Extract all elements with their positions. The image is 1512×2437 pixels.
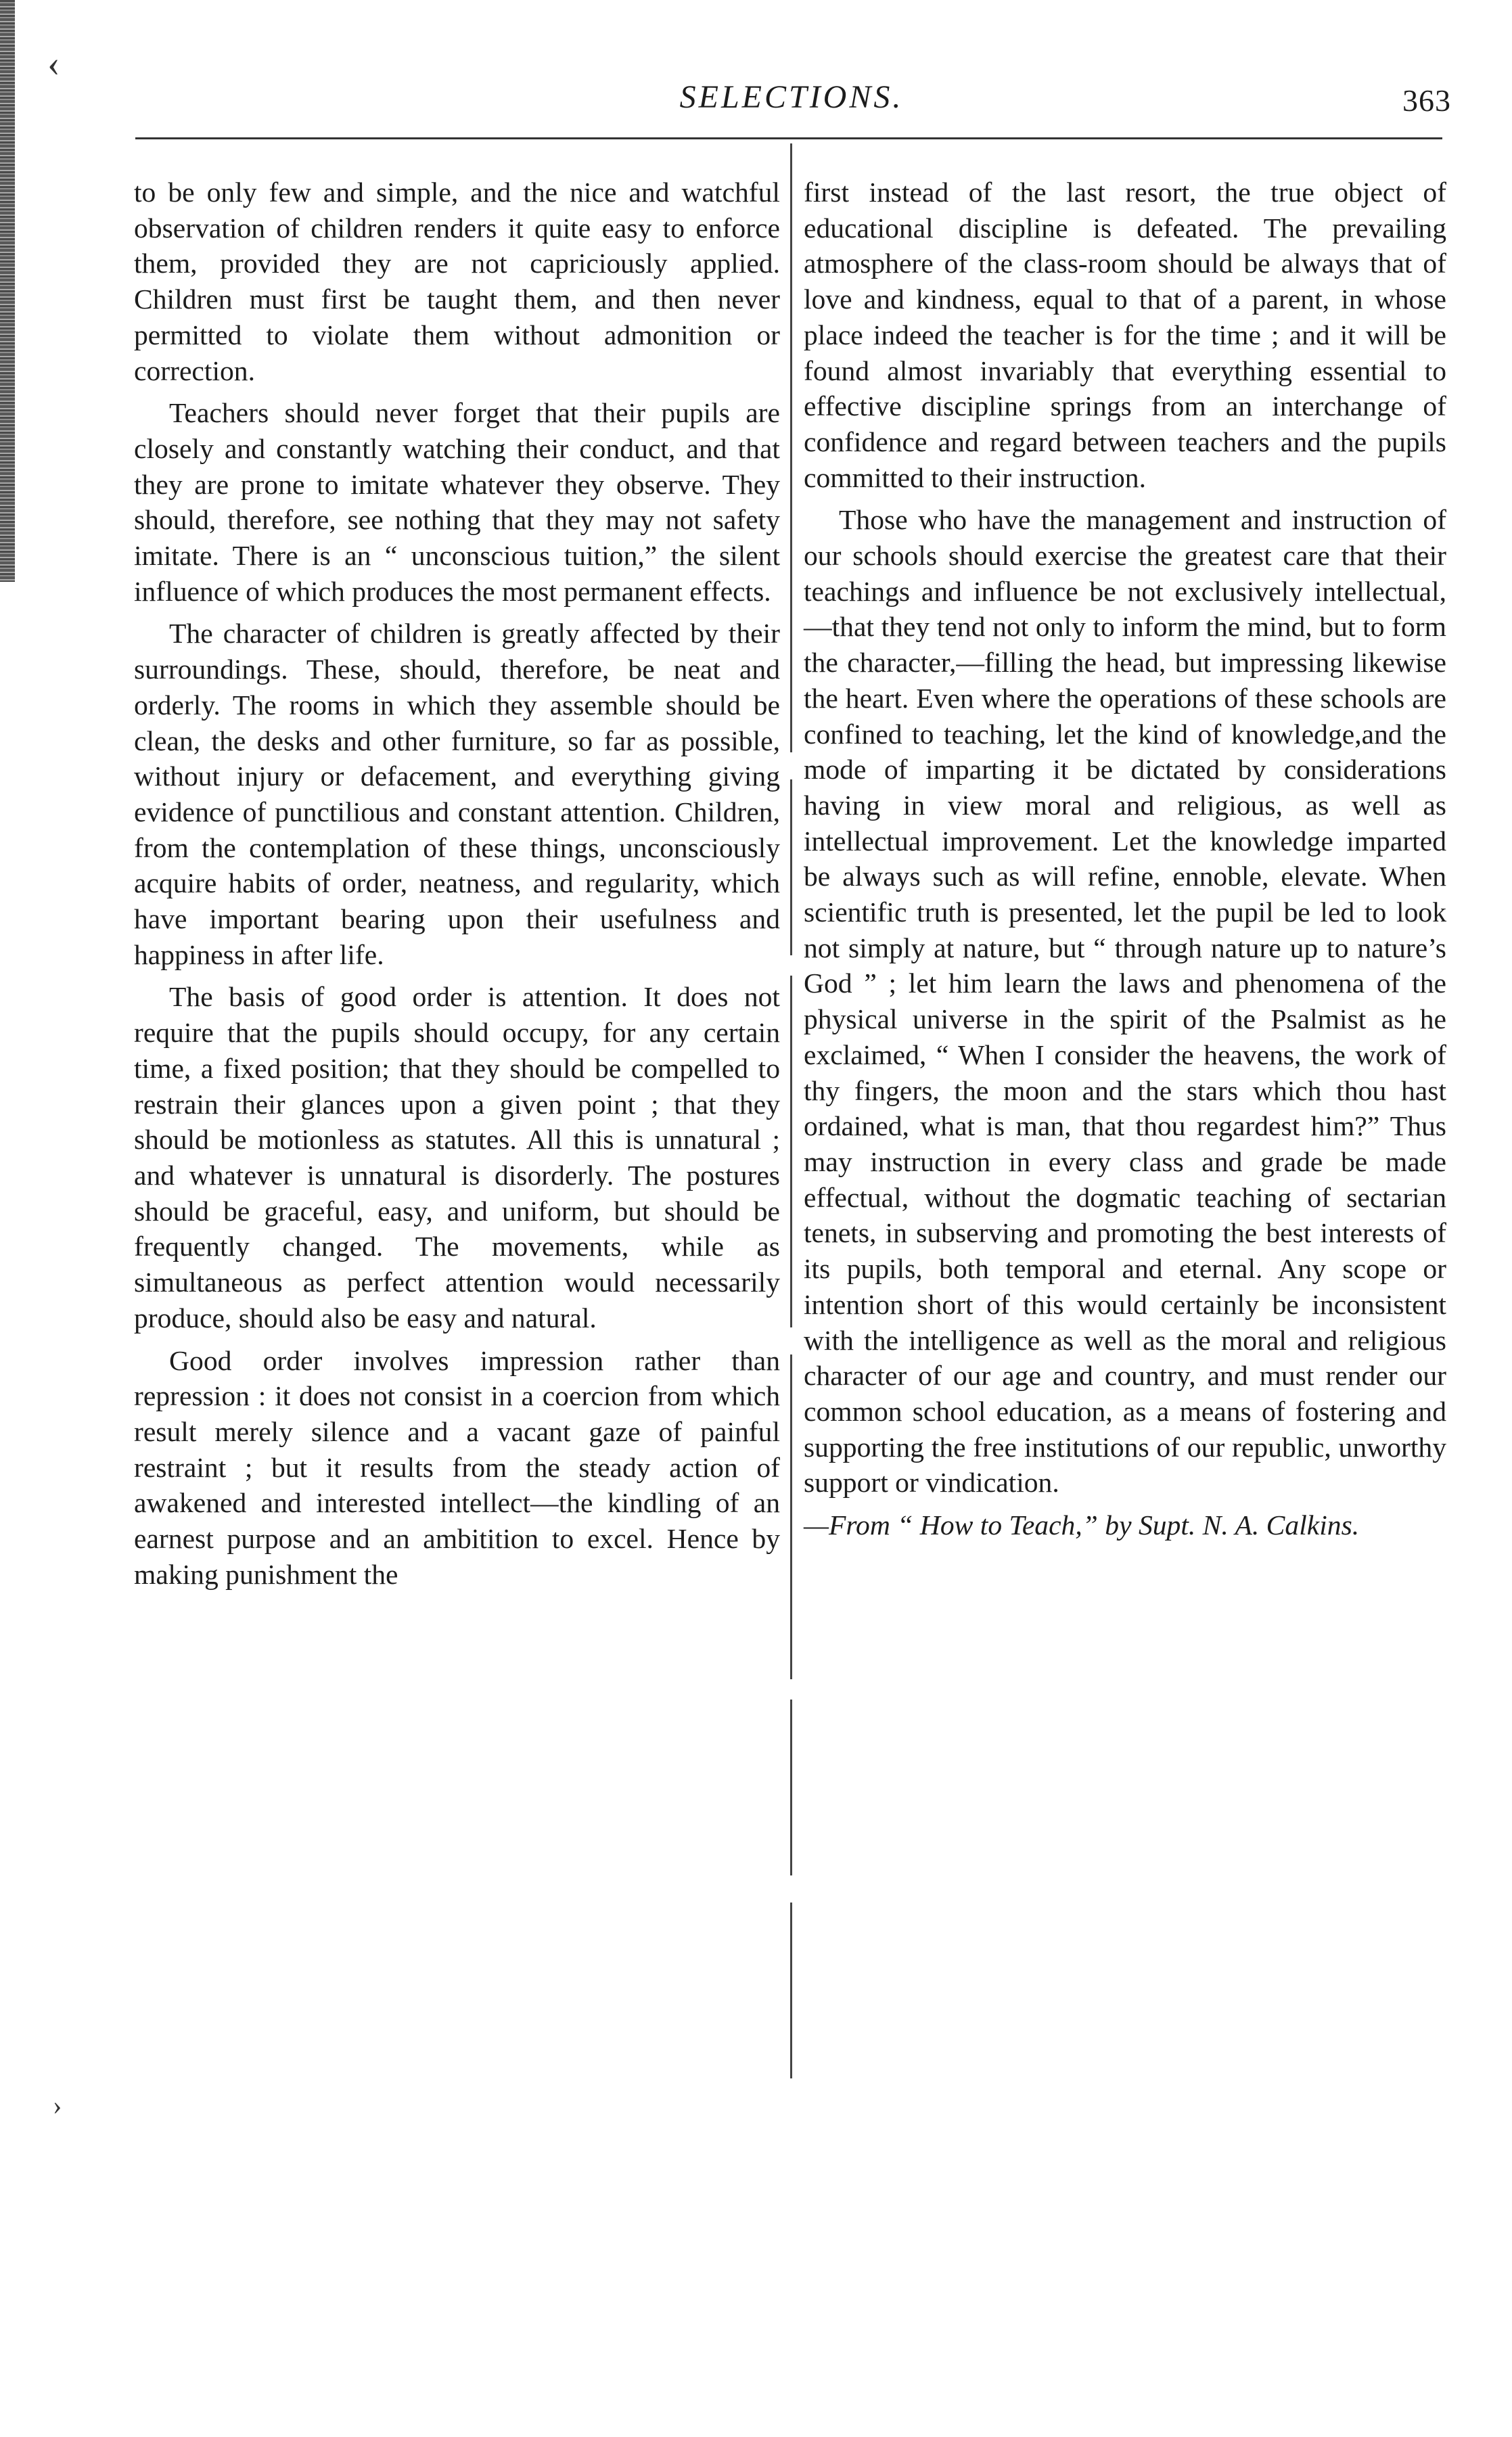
left-column	[134, 175, 780, 1592]
paragraph: Teachers should never forget that their pupils are closely and constantly watching their conduct, and that they are prone to imitate whatever they observe. They should, therefore, see nothing that they may not safety imitate. There is an “ unconscious tuition,” the silent influence of which produces the most permanent effects.	[134, 397, 780, 607]
margin-mark: ‹	[47, 43, 60, 85]
page-header	[132, 73, 1451, 127]
binding-edge-artifact	[0, 0, 15, 582]
paragraph: Those who have the management and instruction of our schools should exercise the greatest care that their teachings and influence be not exclusively intellectual,—that they tend not only to inform the mind, but to form the character,—filling the head, but impressing likewise the heart. Even where the operations of these schools are confined to teaching, let the kind of knowledge,and the mode of imparting it be dictated by considerations having in view moral and religious, as well as intellectual improvement. Let the knowledge imparted be always such as will refine, ennoble, elevate. When scientific truth is presented, let the pupil be led to look not simply at nature, but “ through nature up to nature’s God ” ; let him learn the laws and phenomena of the physical universe in the spirit of the Psalmist as he exclaimed, “ When I consider the heavens, the work of thy fingers, the moon and the stars which thou hast ordained, what is man, that thou regardest him?” Thus may instruction in every class and grade be made effectual, without the dogmatic teaching of sectarian tenets, in subserving and promoting the best interests of its pupils, both temporal and eternal. Any scope or intention short of this would certainly be inconsistent with the intelligence as well as the moral and religious character of our age and country, and must render our common school education, as a means of fostering and supporting the free institutions of our republic, unworthy support or vindication.	[804, 504, 1446, 1499]
margin-mark: ›	[53, 2090, 62, 2120]
paragraph: Good order involves impression rather than repression : it does not consist in a coercion from which result merely silence and a vacant gaze of painful restraint ; but it results from the steady action of awakened and interested intellect—the kindling of an earnest purpose and an ambitition to excel. Hence by making punishment the	[134, 1344, 780, 1590]
right-column	[804, 175, 1446, 1543]
paragraph: first instead of the last resort, the true object of educational discipline is defeated. The prevailing atmosphere of the class-room should be always that of love and kindness, equal to that of a parent, in whose place indeed the teacher is for the time ; and it will be found almost invariably that everything essential to effective discipline springs from an interchange of confidence and regard between teachers and the pupils committed to their instruction.	[804, 177, 1446, 493]
paragraph: The character of children is greatly affected by their surroundings. These, should, therefore, be neat and orderly. The rooms in which they assemble should be clean, the desks and other furniture, so far as possible, without injury or defacement, and everything giving evidence of punctilious and constant attention. Children, from the contemplation of these things, unconsciously acquire habits of order, neatness, and regularity, which have important bearing upon their usefulness and happiness in after life.	[134, 618, 780, 970]
source-credit: —From “ How to Teach,” by Supt. N. A. Calkins.	[804, 1509, 1360, 1541]
page-number: 363	[1402, 83, 1451, 118]
running-head: SELECTIONS.	[679, 79, 904, 115]
paragraph: to be only few and simple, and the nice and watchful observation of children renders it quite easy to enforce them, provided they are not capriciously applied. Children must first be taught them, and then never permitted to violate them without admonition or correction.	[134, 177, 780, 386]
header-rule	[135, 137, 1442, 139]
paragraph: The basis of good order is attention. It does not require that the pupils should occupy, for any certain time, a fixed position; that they should be compelled to restrain their glances upon a given point ; that they should be motionless as statutes. All this is unnatural ; and whatever is unnatural is disorderly. The postures should be graceful, easy, and uniform, but should be frequently changed. The movements, while as simultaneous as perfect attention would necessarily produce, should also be easy and natural.	[134, 981, 780, 1334]
